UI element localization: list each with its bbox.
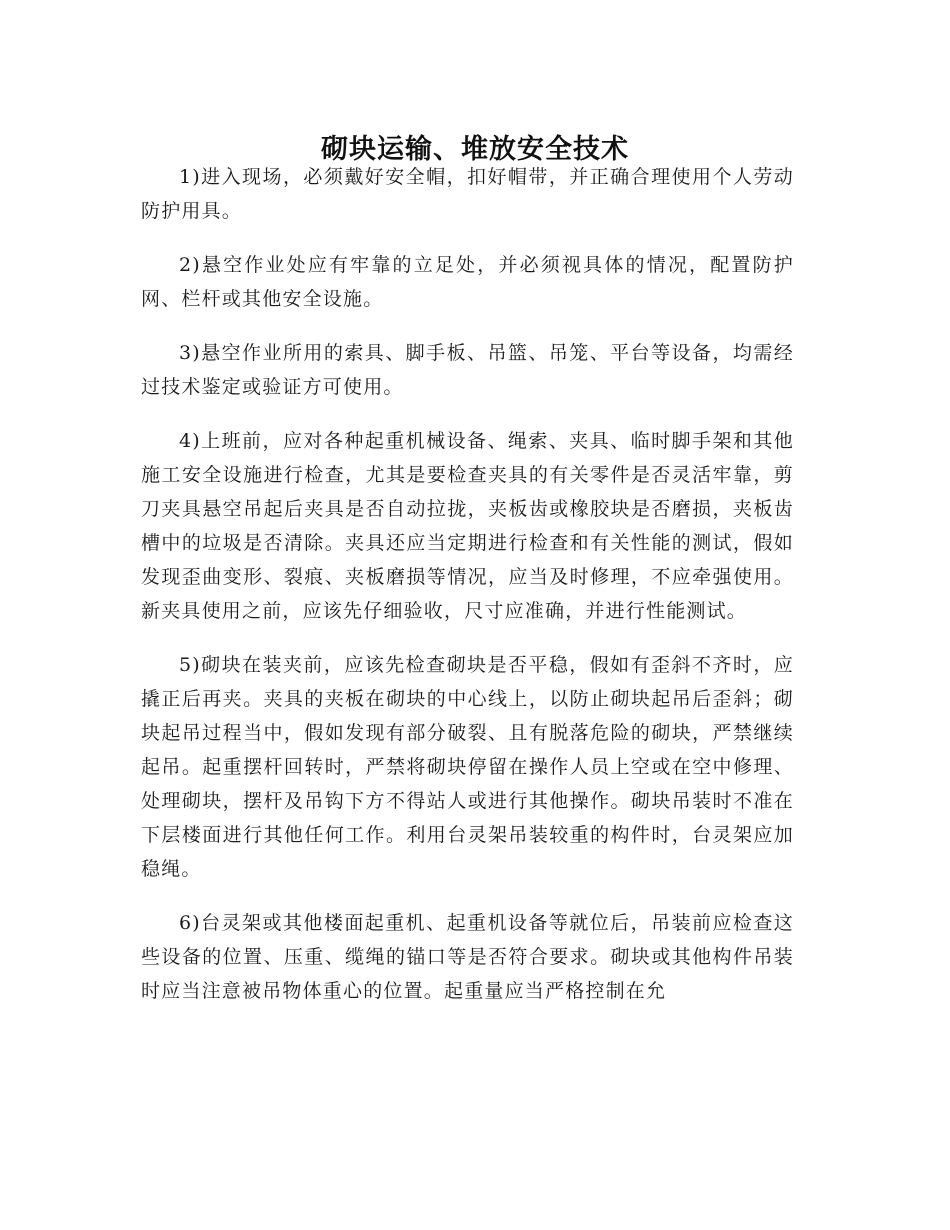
document-title: 砌块运输、堆放安全技术	[321, 134, 629, 166]
paragraph-5: 5)砌块在装夹前，应该先检查砌块是否平稳，假如有歪斜不齐时，应撬正后再夹。夹具的夹板在砌块的中心线上，以防止砌块起吊后歪斜；砌块起吊过程当中，假如发现有部分破裂、且有脱落危险的砌块，严禁继续起吊。起重摆杆回转时，严禁将砌块停留在操作人员上空或在空中修理、处理砌块，摆杆及吊钩下方不得站人或进行其他操作。砌块吊装时不准在下层楼面进行其他任何工作。利用台灵架吊装较重的构件时，台灵架应加稳绳。	[141, 654, 794, 880]
paragraph-1: 1)进入现场，必须戴好安全帽，扣好帽带，并正确合理使用个人劳动防护用具。	[141, 166, 794, 222]
document-body	[141, 160, 794, 1028]
paragraph-2: 2)悬空作业处应有牢靠的立足处，并必须视具体的情况，配置防护网、栏杆或其他安全设施。	[141, 254, 794, 310]
paragraph-6: 6)台灵架或其他楼面起重机、起重机设备等就位后，吊装前应检查这些设备的位置、压重、缆绳的锚口等是否符合要求。砌块或其他构件吊装时应当注意被吊物体重心的位置。起重量应当严格控制在允	[141, 912, 794, 1002]
paragraph-3: 3)悬空作业所用的索具、脚手板、吊篮、吊笼、平台等设备，均需经过技术鉴定或验证方可使用。	[141, 342, 794, 398]
paragraph-4: 4)上班前，应对各种起重机械设备、绳索、夹具、临时脚手架和其他施工安全设施进行检查，尤其是要检查夹具的有关零件是否灵活牢靠，剪刀夹具悬空吊起后夹具是否自动拉拢，夹板齿或橡胶块是否磨损，夹板齿槽中的垃圾是否清除。夹具还应当定期进行检查和有关性能的测试，假如发现歪曲变形、裂痕、夹板磨损等情况，应当及时修理，不应牵强使用。新夹具使用之前，应该先仔细验收，尺寸应准确，并进行性能测试。	[141, 430, 794, 622]
